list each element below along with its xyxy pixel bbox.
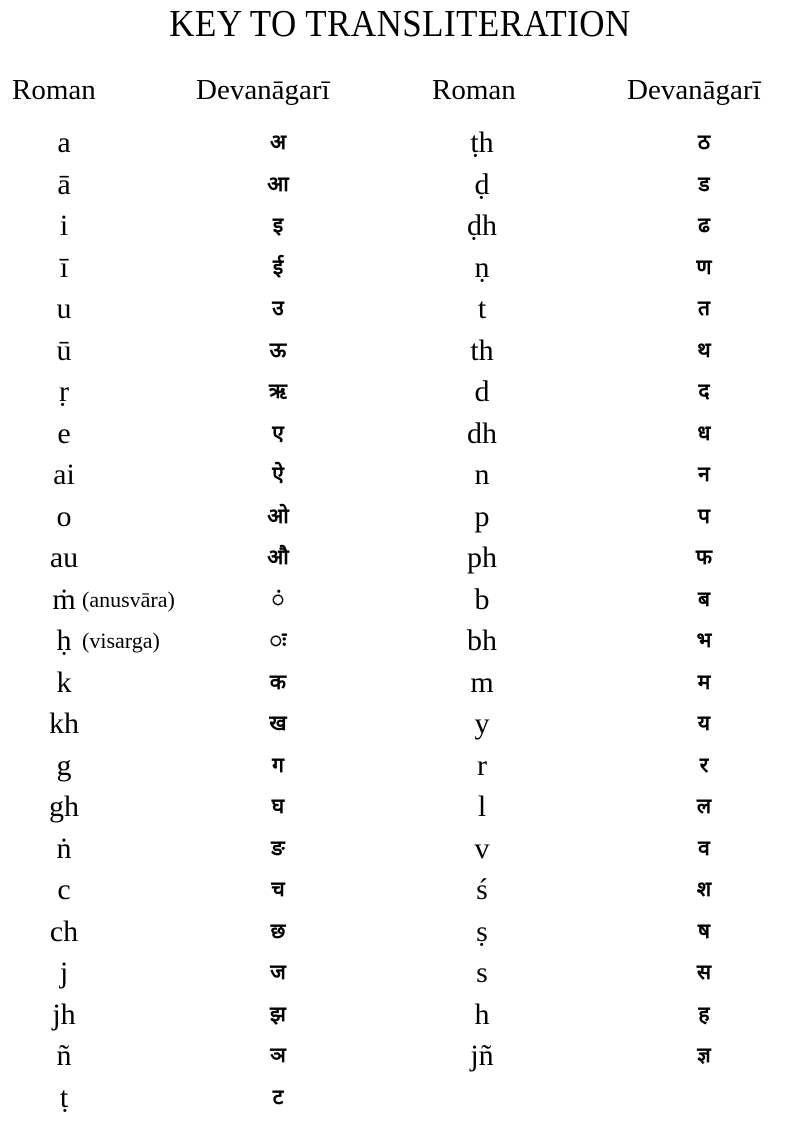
left-roman-column: [46, 122, 226, 1118]
letter-note: (anusvāra): [82, 586, 175, 612]
roman-letter-right: [440, 537, 524, 579]
devanagari-letter-left-text: झ: [270, 1001, 286, 1026]
devanagari-letter-right-text: ह: [698, 1001, 710, 1026]
roman-letter-right: [440, 703, 524, 745]
roman-letter-left: [46, 911, 226, 953]
devanagari-letter-right-text: ब: [698, 586, 710, 611]
left-devanagari-column: [240, 122, 316, 1118]
page-title: KEY TO TRANSLITERATION: [169, 3, 631, 45]
devanagari-letter-right: [676, 205, 732, 247]
devanagari-letter-right-text: स: [696, 960, 712, 984]
roman-letter-right: [440, 911, 524, 953]
roman-letter-right-text: ṇ: [474, 250, 490, 284]
roman-letter-right: [440, 496, 524, 538]
devanagari-letter-left-text: अ: [269, 130, 287, 154]
roman-letter-right-text: ś: [476, 873, 488, 906]
devanagari-letter-left: [240, 288, 316, 330]
roman-letter-left: [46, 122, 226, 164]
roman-letter-left-text: ū: [56, 333, 72, 367]
roman-letter-right: [440, 662, 524, 704]
roman-letter-right: [440, 122, 524, 164]
roman-letter-left-text: gh: [49, 790, 79, 823]
roman-letter-right-text: m: [470, 665, 494, 699]
devanagari-letter-left: [240, 911, 316, 953]
devanagari-letter-left: [240, 828, 316, 870]
roman-letter-right-text: h: [474, 997, 490, 1031]
devanagari-letter-left-text: ग: [272, 752, 284, 777]
roman-letter-right-text: y: [474, 707, 490, 740]
devanagari-letter-left-text: घ: [271, 794, 285, 818]
roman-letter-right: [440, 205, 524, 247]
roman-letter-left-text: a: [57, 126, 71, 159]
devanagari-letter-left: [240, 1077, 316, 1119]
roman-letter-left-text: j: [59, 956, 69, 989]
devanagari-letter-right: [676, 869, 732, 911]
devanagari-letter-left-text: च: [271, 877, 285, 901]
devanagari-letter-left-text: ट: [272, 1084, 284, 1109]
devanagari-letter-left-text: ं: [271, 586, 285, 611]
roman-letter-right: [440, 579, 524, 621]
devanagari-letter-left-text: इ: [272, 213, 284, 237]
roman-letter-right: [440, 994, 524, 1036]
devanagari-letter-left: [240, 537, 316, 579]
devanagari-letter-right: [676, 1035, 732, 1077]
devanagari-letter-right: [676, 164, 732, 206]
roman-letter-left-text: kh: [49, 707, 79, 740]
right-devanagari-column: [676, 122, 732, 1077]
devanagari-letter-right: [676, 454, 732, 496]
roman-letter-right: [440, 413, 524, 455]
roman-letter-right-text: ḍ: [474, 167, 490, 201]
roman-letter-left-text: o: [56, 499, 72, 533]
devanagari-letter-left-text: आ: [267, 171, 289, 196]
devanagari-letter-right-text: फ: [695, 545, 713, 569]
roman-letter-left-text: k: [56, 665, 72, 699]
devanagari-letter-left: [240, 994, 316, 1036]
devanagari-letter-left: [240, 620, 316, 662]
devanagari-letter-left: [240, 371, 316, 413]
devanagari-letter-right: [676, 703, 732, 745]
roman-letter-right-text: ḍh: [467, 209, 497, 242]
devanagari-letter-left-text: ज: [270, 960, 286, 984]
roman-letter-right: [440, 620, 524, 662]
roman-letter-left-text: ṭ: [59, 1080, 69, 1114]
devanagari-letter-right: [676, 745, 732, 787]
devanagari-letter-right: [676, 288, 732, 330]
devanagari-letter-left: [240, 122, 316, 164]
roman-letter-right-text: ph: [467, 541, 497, 574]
devanagari-letter-left: [240, 703, 316, 745]
roman-letter-left-text: i: [59, 209, 69, 242]
devanagari-letter-right: [676, 247, 732, 289]
devanagari-letter-left: [240, 1035, 316, 1077]
devanagari-letter-right-text: ड: [698, 171, 710, 196]
devanagari-letter-right: [676, 662, 732, 704]
roman-letter-left-text: g: [56, 748, 72, 782]
roman-letter-left-text: au: [49, 541, 79, 574]
roman-letter-right-text: ṣ: [476, 914, 488, 948]
header-roman-left: Roman: [12, 74, 96, 106]
roman-letter-left: [46, 1035, 226, 1077]
devanagari-letter-right-text: ध: [697, 420, 711, 445]
devanagari-letter-left: [240, 952, 316, 994]
devanagari-letter-left: [240, 205, 316, 247]
roman-letter-left-text: ch: [49, 914, 79, 948]
roman-letter-right-text: dh: [467, 416, 497, 450]
devanagari-letter-right: [676, 496, 732, 538]
roman-letter-left-text: ṅ: [56, 831, 72, 865]
roman-letter-left: [46, 496, 226, 538]
roman-letter-right-text: l: [477, 790, 487, 823]
roman-letter-left: [46, 454, 226, 496]
devanagari-letter-left: [240, 164, 316, 206]
roman-letter-right-text: p: [474, 499, 490, 533]
roman-letter-left: [46, 205, 226, 247]
roman-letter-right-text: ṭh: [470, 126, 494, 159]
roman-letter-left: [46, 330, 226, 372]
devanagari-letter-right-text: श: [696, 877, 712, 901]
roman-letter-left: [46, 745, 226, 787]
devanagari-letter-right-text: त: [698, 296, 710, 320]
header-devanagari-right: Devanāgarī: [627, 74, 761, 106]
roman-letter-right-text: d: [474, 375, 490, 408]
roman-letter-right-text: n: [474, 458, 490, 491]
roman-letter-left: [46, 247, 226, 289]
devanagari-letter-right: [676, 911, 732, 953]
devanagari-letter-right-text: म: [697, 669, 711, 694]
roman-letter-left-text: ī: [59, 250, 69, 284]
devanagari-letter-left: [240, 579, 316, 621]
devanagari-letter-right-text: य: [697, 711, 711, 735]
roman-letter-left: [46, 786, 226, 828]
devanagari-letter-left-text: ऋ: [269, 379, 287, 403]
devanagari-letter-left: [240, 662, 316, 704]
devanagari-letter-left-text: औ: [267, 545, 289, 569]
roman-letter-left-text: ṛ: [59, 375, 69, 408]
devanagari-letter-left-text: ऐ: [272, 462, 284, 486]
roman-letter-right: [440, 745, 524, 787]
devanagari-letter-left-text: ञ: [270, 1043, 286, 1067]
devanagari-letter-right-text: ष: [697, 918, 711, 943]
roman-letter-left: [46, 952, 226, 994]
roman-letter-left: [46, 288, 226, 330]
devanagari-letter-right-text: द: [698, 379, 710, 403]
roman-letter-left: [46, 994, 226, 1036]
roman-letter-right: [440, 454, 524, 496]
devanagari-letter-right-text: ढ: [698, 213, 710, 237]
roman-letter-right-text: r: [477, 748, 487, 782]
roman-letter-right-text: th: [470, 333, 494, 367]
roman-letter-right: [440, 371, 524, 413]
devanagari-letter-left-text: ङ: [271, 835, 285, 860]
devanagari-letter-right-text: व: [698, 835, 710, 860]
roman-letter-right: [440, 164, 524, 206]
devanagari-letter-right-text: थ: [697, 337, 711, 362]
devanagari-letter-right: [676, 371, 732, 413]
devanagari-letter-left: [240, 454, 316, 496]
roman-letter-right-text: s: [476, 956, 488, 989]
devanagari-letter-right: [676, 952, 732, 994]
devanagari-letter-left-text: ऊ: [269, 337, 287, 362]
roman-letter-left: [46, 371, 226, 413]
devanagari-letter-left: [240, 786, 316, 828]
roman-letter-left-text: u: [56, 292, 72, 325]
letter-note: (visarga): [82, 628, 160, 653]
roman-letter-right-text: bh: [467, 624, 497, 657]
devanagari-letter-left-text: ई: [272, 254, 284, 279]
roman-letter-right-text: v: [474, 831, 490, 865]
devanagari-letter-right-text: न: [698, 462, 710, 486]
devanagari-letter-right: [676, 786, 732, 828]
devanagari-letter-left: [240, 496, 316, 538]
roman-letter-left-text: ṁ: [52, 582, 76, 616]
roman-letter-left: [46, 413, 226, 455]
roman-letter-right: [440, 288, 524, 330]
roman-letter-left: [46, 579, 226, 621]
roman-letter-left-text: e: [57, 416, 71, 450]
roman-letter-right: [440, 247, 524, 289]
roman-letter-right: [440, 786, 524, 828]
devanagari-letter-left-text: उ: [272, 296, 284, 320]
roman-letter-left: [46, 828, 226, 870]
header-roman-right: Roman: [432, 74, 516, 106]
devanagari-letter-right-text: ज्ञ: [697, 1043, 711, 1067]
roman-letter-left-text: jh: [52, 997, 76, 1031]
roman-letter-right-text: t: [477, 292, 487, 325]
devanagari-letter-left: [240, 330, 316, 372]
roman-letter-left: [46, 164, 226, 206]
devanagari-letter-right-text: र: [699, 752, 709, 777]
devanagari-letter-left-text: ः: [269, 628, 287, 652]
devanagari-letter-right: [676, 620, 732, 662]
roman-letter-left: [46, 703, 226, 745]
roman-letter-right-text: b: [474, 582, 490, 616]
devanagari-letter-left-text: छ: [270, 918, 286, 943]
devanagari-letter-left-text: क: [269, 669, 287, 694]
devanagari-letter-left-text: ए: [272, 420, 284, 445]
devanagari-letter-right-text: भ: [696, 628, 712, 652]
roman-letter-left: [46, 1077, 226, 1119]
devanagari-letter-left: [240, 247, 316, 289]
roman-letter-left-text: ai: [53, 458, 75, 491]
roman-letter-left-text: ñ: [56, 1039, 72, 1072]
roman-letter-right: [440, 952, 524, 994]
devanagari-letter-left: [240, 869, 316, 911]
roman-letter-right: [440, 828, 524, 870]
devanagari-letter-right: [676, 122, 732, 164]
devanagari-letter-left: [240, 413, 316, 455]
right-roman-column: [440, 122, 524, 1077]
roman-letter-left: [46, 537, 226, 579]
roman-letter-left-text: ḥ: [56, 624, 72, 657]
roman-letter-right: [440, 1035, 524, 1077]
devanagari-letter-right-text: ण: [696, 254, 712, 279]
devanagari-letter-left-text: ओ: [267, 503, 289, 528]
header-devanagari-left: Devanāgarī: [196, 74, 330, 106]
devanagari-letter-right: [676, 537, 732, 579]
devanagari-letter-right: [676, 579, 732, 621]
devanagari-letter-right-text: प: [698, 503, 710, 528]
roman-letter-right-text: jñ: [470, 1039, 494, 1072]
roman-letter-left-text: c: [57, 873, 71, 906]
devanagari-letter-right: [676, 994, 732, 1036]
devanagari-letter-right: [676, 828, 732, 870]
devanagari-letter-right: [676, 413, 732, 455]
devanagari-letter-left-text: ख: [269, 711, 287, 735]
devanagari-letter-left: [240, 745, 316, 787]
roman-letter-left: [46, 662, 226, 704]
devanagari-letter-right-text: ठ: [697, 130, 711, 154]
devanagari-letter-right: [676, 330, 732, 372]
roman-letter-left-text: ā: [57, 167, 71, 201]
roman-letter-left: [46, 869, 226, 911]
roman-letter-left: [46, 620, 226, 662]
devanagari-letter-right-text: ल: [696, 794, 712, 818]
roman-letter-right: [440, 330, 524, 372]
roman-letter-right: [440, 869, 524, 911]
